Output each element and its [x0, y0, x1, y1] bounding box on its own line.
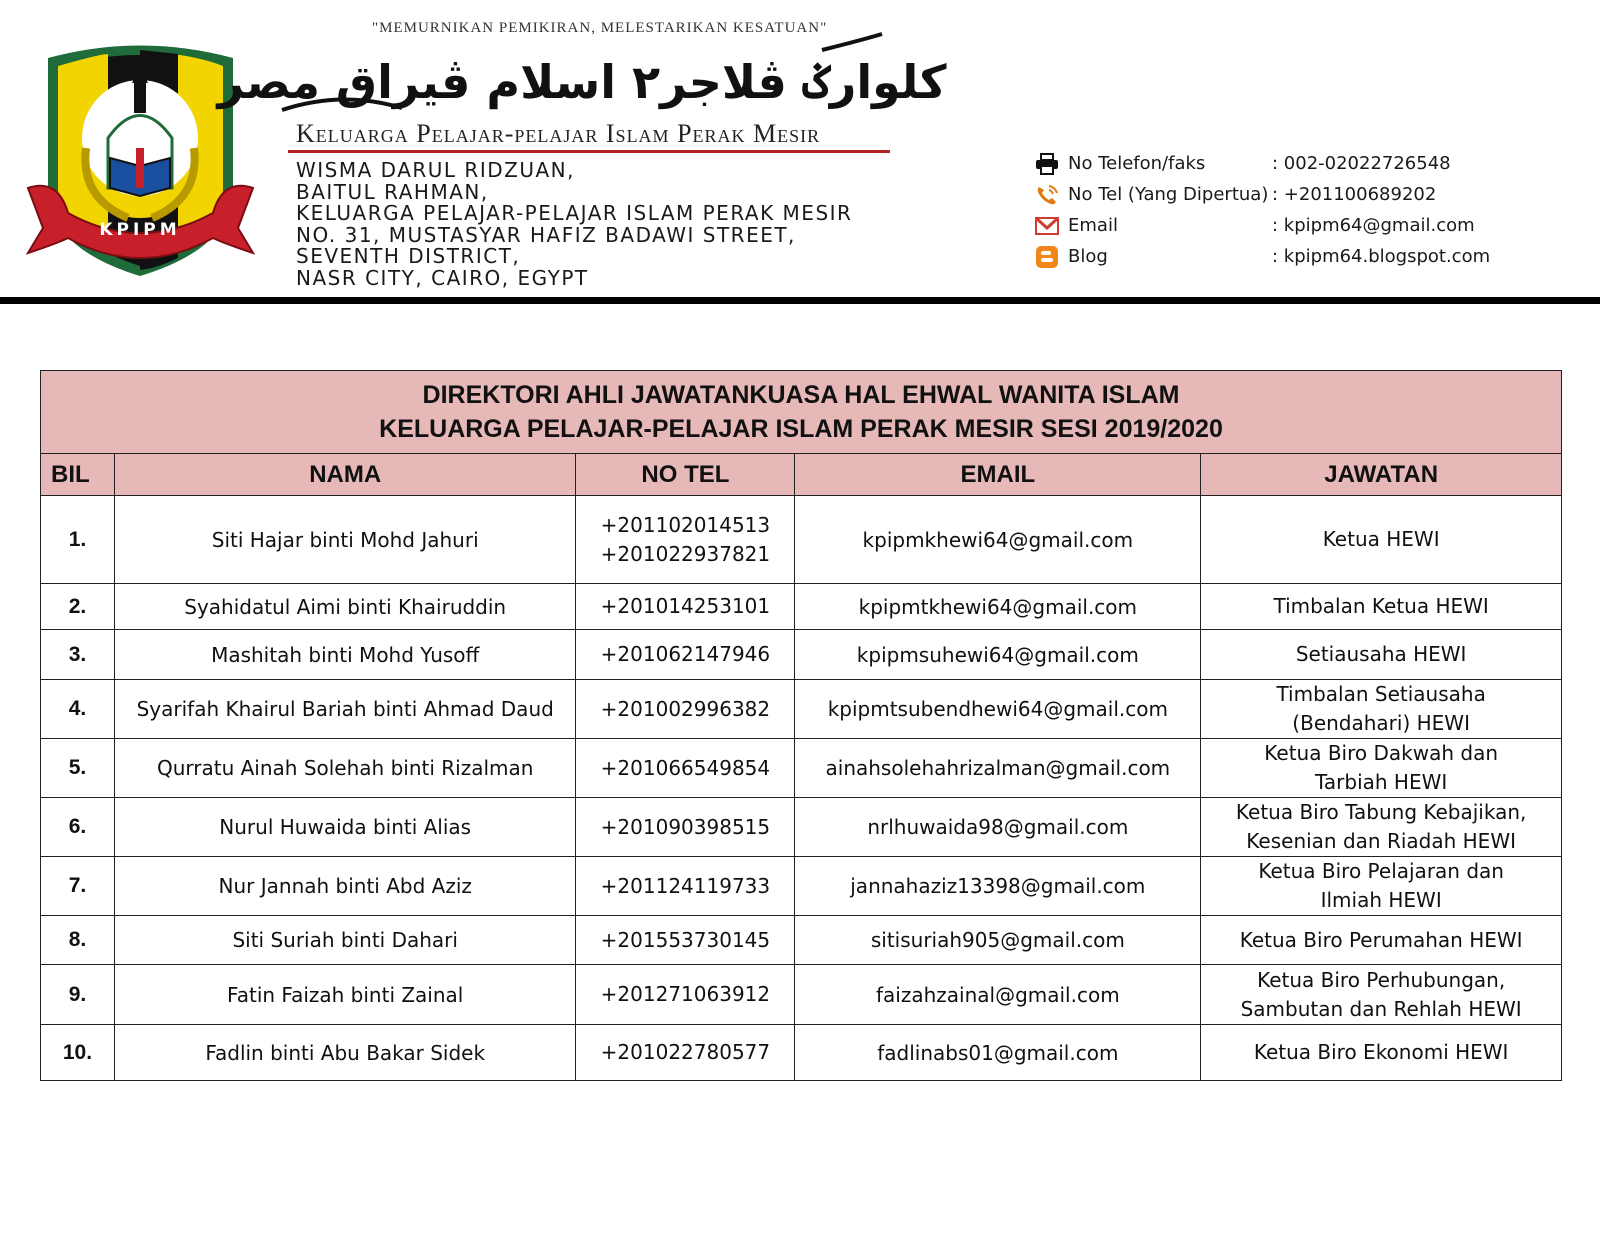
bil-cell: 10.: [41, 1025, 115, 1081]
table-title-row: [41, 371, 1562, 454]
email-cell: kpipmtkhewi64@gmail.com: [795, 584, 1201, 630]
nama-cell: Mashitah binti Mohd Yusoff: [114, 630, 575, 680]
jawi-title-text: كلوارݢ ڤلاجر٢ اسلام ڤيراق مصر: [217, 55, 947, 109]
column-header-jawatan: JAWATAN: [1201, 454, 1562, 496]
organization-name: Keluarga Pelajar-pelajar Islam Perak Mesir: [296, 119, 821, 148]
bil-cell: 8.: [41, 916, 115, 965]
jawatan-line: Ketua HEWI: [1322, 527, 1440, 551]
bil-cell: 2.: [41, 584, 115, 630]
email-cell: nrlhuwaida98@gmail.com: [795, 798, 1201, 857]
jawatan-line: Ilmiah HEWI: [1320, 888, 1442, 912]
tel-number: +201102014513: [600, 512, 771, 537]
header-divider: [0, 297, 1600, 304]
address-line: NASR CITY, CAIRO, EGYPT: [296, 265, 589, 290]
jawatan-cell: [1201, 630, 1562, 680]
jawatan-line: Ketua Biro Pelajaran dan: [1258, 859, 1504, 883]
jawatan-cell: [1201, 1025, 1562, 1081]
jawi-calligraphy-title: [217, 30, 947, 122]
bil-cell: 4.: [41, 680, 115, 739]
contact-value: : kpipm64.blogspot.com: [1272, 246, 1491, 267]
jawatan-cell: [1201, 857, 1562, 916]
bil-cell: 6.: [41, 798, 115, 857]
jawatan-line: Ketua Biro Ekonomi HEWI: [1253, 1040, 1509, 1064]
email-cell: kpipmtsubendhewi64@gmail.com: [795, 680, 1201, 739]
contact-label: No Telefon/faks: [1068, 153, 1206, 174]
tel-number: +201002996382: [600, 696, 771, 721]
contact-fax: [1034, 148, 1490, 179]
tel-number: +201014253101: [600, 594, 771, 618]
column-header-bil: BIL: [41, 454, 115, 496]
table-row: [41, 584, 1562, 630]
table-title-line: KELUARGA PELAJAR-PELAJAR ISLAM PERAK MESIR SESI 2019/2020: [379, 415, 1223, 443]
tel-cell: [576, 496, 795, 584]
table-row: [41, 680, 1562, 739]
tel-cell: [576, 1025, 795, 1081]
table-header-row: [41, 454, 1562, 496]
email-cell: fadlinabs01@gmail.com: [795, 1025, 1201, 1081]
jawatan-cell: [1201, 739, 1562, 798]
table-row: [41, 739, 1562, 798]
jawatan-cell: [1201, 916, 1562, 965]
contact-value: : kpipm64@gmail.com: [1272, 215, 1475, 236]
tel-number: +201271063912: [600, 982, 771, 1006]
contact-label: No Tel (Yang Dipertua): [1068, 184, 1269, 205]
table-row: [41, 1025, 1562, 1081]
bil-cell: 5.: [41, 739, 115, 798]
jawatan-cell: [1201, 584, 1562, 630]
nama-cell: Nurul Huwaida binti Alias: [114, 798, 575, 857]
tel-number: +201066549854: [600, 755, 771, 780]
nama-cell: Fadlin binti Abu Bakar Sidek: [114, 1025, 575, 1081]
jawatan-line: Timbalan Ketua HEWI: [1273, 594, 1489, 618]
table-title-line: DIREKTORI AHLI JAWATANKUASA HAL EHWAL WANITA ISLAM: [422, 381, 1180, 409]
bil-cell: 1.: [41, 496, 115, 584]
column-header-no-tel: NO TEL: [576, 454, 795, 496]
table-row: [41, 916, 1562, 965]
contact-details: [1034, 148, 1490, 272]
bil-cell: 9.: [41, 965, 115, 1025]
jawatan-line: Setiausaha HEWI: [1295, 642, 1467, 666]
jawatan-cell: [1201, 965, 1562, 1025]
table-title: [41, 371, 1562, 454]
email-cell: sitisuriah905@gmail.com: [795, 916, 1201, 965]
contact-phone: [1034, 179, 1490, 210]
table-row: [41, 798, 1562, 857]
bil-cell: 7.: [41, 857, 115, 916]
organization-underline: [288, 150, 890, 153]
contact-value: : +201100689202: [1272, 184, 1437, 205]
address-line: BAITUL RAHMAN,: [296, 179, 489, 204]
table-row: [41, 496, 1562, 584]
email-icon: [1034, 215, 1060, 237]
committee-directory-table: [40, 370, 1562, 1081]
column-header-nama: NAMA: [114, 454, 575, 496]
jawatan-line: Ketua Biro Tabung Kebajikan,: [1235, 800, 1527, 824]
address-line: NO. 31, MUSTASYAR HAFIZ BADAWI STREET,: [296, 222, 796, 247]
jawatan-cell: [1201, 680, 1562, 739]
letterhead: [0, 0, 1600, 310]
tel-number: +201090398515: [600, 814, 771, 839]
bil-cell: 3.: [41, 630, 115, 680]
tel-cell: [576, 584, 795, 630]
tel-number: +201553730145: [600, 927, 771, 952]
crest-text: KPIPM: [99, 220, 181, 240]
table-row: [41, 630, 1562, 680]
contact-label: Blog: [1068, 246, 1108, 267]
column-header-email: EMAIL: [795, 454, 1201, 496]
nama-cell: Qurratu Ainah Solehah binti Rizalman: [114, 739, 575, 798]
tel-cell: [576, 798, 795, 857]
jawatan-line: Kesenian dan Riadah HEWI: [1246, 829, 1516, 853]
email-cell: kpipmkhewi64@gmail.com: [795, 496, 1201, 584]
tel-number: +201062147946: [600, 642, 771, 666]
tel-number: +201124119733: [600, 873, 771, 898]
nama-cell: Nur Jannah binti Abd Aziz: [114, 857, 575, 916]
jawatan-line: Timbalan Setiausaha: [1276, 682, 1486, 706]
blogger-icon: [1034, 246, 1060, 268]
contact-label: Email: [1068, 215, 1118, 236]
contact-blog: [1034, 241, 1490, 272]
nama-cell: Fatin Faizah binti Zainal: [114, 965, 575, 1025]
phone-icon: [1034, 184, 1060, 206]
email-cell: jannahaziz13398@gmail.com: [795, 857, 1201, 916]
nama-cell: Siti Suriah binti Dahari: [114, 916, 575, 965]
jawatan-line: (Bendahari) HEWI: [1292, 711, 1470, 735]
jawatan-line: Ketua Biro Dakwah dan: [1264, 741, 1499, 765]
nama-cell: Siti Hajar binti Mohd Jahuri: [114, 496, 575, 584]
tel-cell: [576, 630, 795, 680]
nama-cell: Syahidatul Aimi binti Khairuddin: [114, 584, 575, 630]
contact-value: : 002-02022726548: [1272, 153, 1451, 174]
jawatan-cell: [1201, 496, 1562, 584]
jawatan-line: Tarbiah HEWI: [1315, 770, 1448, 794]
jawatan-line: Ketua Biro Perumahan HEWI: [1239, 927, 1523, 952]
tel-cell: [576, 965, 795, 1025]
tel-cell: [576, 857, 795, 916]
tel-cell: [576, 916, 795, 965]
postal-address: [296, 160, 852, 289]
nama-cell: Syarifah Khairul Bariah binti Ahmad Daud: [114, 680, 575, 739]
table-row: [41, 857, 1562, 916]
printer-icon: [1034, 153, 1060, 175]
jawatan-cell: [1201, 798, 1562, 857]
table-row: [41, 965, 1562, 1025]
email-cell: faizahzainal@gmail.com: [795, 965, 1201, 1025]
jawatan-line: Ketua Biro Perhubungan,: [1257, 967, 1506, 992]
address-line: SEVENTH DISTRICT,: [296, 244, 521, 268]
tel-cell: [576, 739, 795, 798]
motto: "MEMURNIKAN PEMIKIRAN, MELESTARIKAN KESATUAN": [372, 20, 828, 36]
email-cell: ainahsolehahrizalman@gmail.com: [795, 739, 1201, 798]
jawatan-line: Sambutan dan Rehlah HEWI: [1240, 996, 1522, 1021]
address-line: KELUARGA PELAJAR-PELAJAR ISLAM PERAK MESIR: [296, 201, 853, 225]
address-line: WISMA DARUL RIDZUAN,: [296, 158, 575, 182]
tel-cell: [576, 680, 795, 739]
tel-number: +201022937821: [600, 541, 771, 566]
tel-number: +201022780577: [600, 1040, 771, 1064]
contact-email: [1034, 210, 1490, 241]
email-cell: kpipmsuhewi64@gmail.com: [795, 630, 1201, 680]
